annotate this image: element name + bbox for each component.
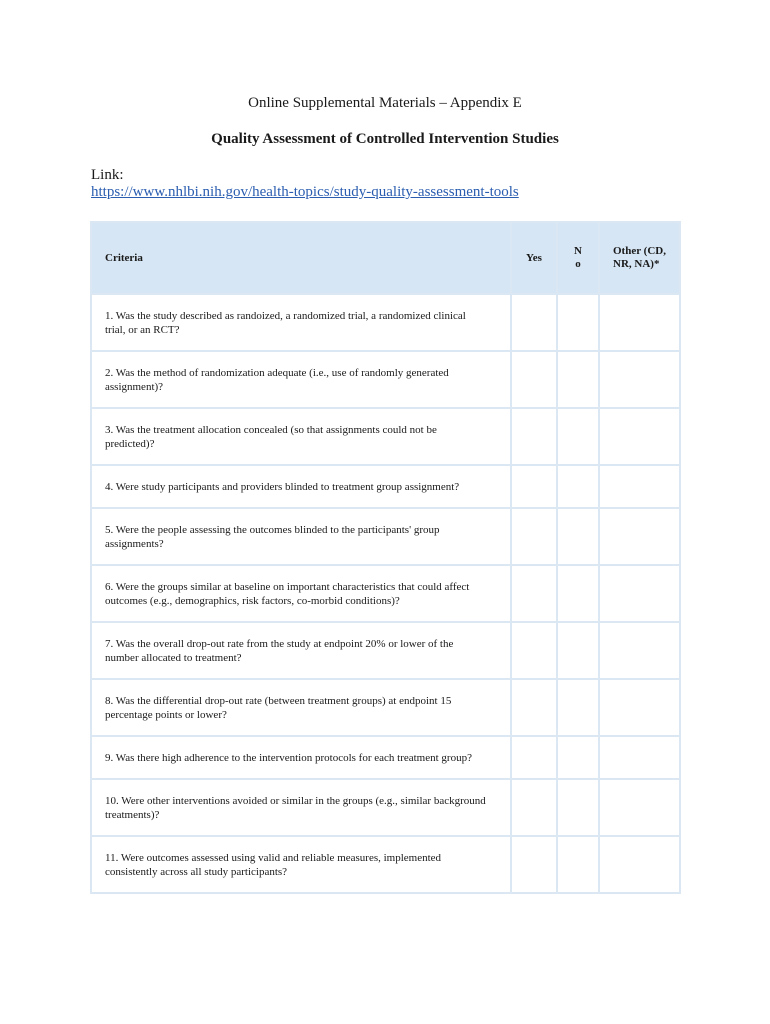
criteria-question: 2. Was the method of randomization adequate (i.e., use of randomly generated assignment)?: [91, 351, 511, 408]
other-answer-cell[interactable]: [599, 622, 680, 679]
yes-answer-cell[interactable]: [511, 779, 557, 836]
table-row: [91, 465, 680, 508]
criteria-question: 6. Were the groups similar at baseline on important characteristics that could affect outcomes (e.g., demographics, risk factors, co-morbid conditions)?: [91, 565, 511, 622]
no-answer-cell[interactable]: [557, 736, 599, 779]
other-answer-cell[interactable]: [599, 836, 680, 893]
no-answer-cell[interactable]: [557, 565, 599, 622]
no-column-header-label: No: [574, 245, 582, 270]
yes-column-header: Yes: [511, 222, 557, 294]
criteria-question: 11. Were outcomes assessed using valid and reliable measures, implemented consistently across all study participants?: [91, 836, 511, 893]
criteria-question: 4. Were study participants and providers blinded to treatment group assignment?: [91, 465, 511, 508]
yes-answer-cell[interactable]: [511, 294, 557, 351]
table-row: [91, 294, 680, 351]
criteria-question: 5. Were the people assessing the outcomes blinded to the participants' group assignments?: [91, 508, 511, 565]
no-answer-cell[interactable]: [557, 508, 599, 565]
no-answer-cell[interactable]: [557, 836, 599, 893]
table-row: [91, 736, 680, 779]
other-column-header: Other (CD, NR, NA)*: [599, 222, 680, 294]
other-answer-cell[interactable]: [599, 351, 680, 408]
yes-answer-cell[interactable]: [511, 351, 557, 408]
no-answer-cell[interactable]: [557, 779, 599, 836]
table-row: [91, 408, 680, 465]
table-row: [91, 679, 680, 736]
table-header-row: [91, 222, 680, 294]
no-answer-cell[interactable]: [557, 408, 599, 465]
table-row: [91, 779, 680, 836]
table-row: [91, 351, 680, 408]
criteria-question: 10. Were other interventions avoided or similar in the groups (e.g., similar background treatments)?: [91, 779, 511, 836]
criteria-question: 7. Was the overall drop-out rate from the study at endpoint 20% or lower of the number allocated to treatment?: [91, 622, 511, 679]
other-answer-cell[interactable]: [599, 779, 680, 836]
nhlbi-link[interactable]: https://www.nhlbi.nih.gov/health-topics/study-quality-assessment-tools: [91, 184, 519, 200]
no-answer-cell[interactable]: [557, 294, 599, 351]
link-label: Link:: [91, 167, 124, 183]
document-title: Quality Assessment of Controlled Intervention Studies: [211, 131, 559, 147]
other-answer-cell[interactable]: [599, 565, 680, 622]
criteria-table: [90, 221, 681, 894]
other-answer-cell[interactable]: [599, 294, 680, 351]
table-row: [91, 836, 680, 893]
table-row: [91, 622, 680, 679]
criteria-question: 9. Was there high adherence to the intervention protocols for each treatment group?: [91, 736, 511, 779]
table-row: [91, 508, 680, 565]
no-answer-cell[interactable]: [557, 622, 599, 679]
other-answer-cell[interactable]: [599, 408, 680, 465]
criteria-question: 8. Was the differential drop-out rate (between treatment groups) at endpoint 15 percentage points or lower?: [91, 679, 511, 736]
table-row: [91, 565, 680, 622]
no-answer-cell[interactable]: [557, 679, 599, 736]
yes-answer-cell[interactable]: [511, 679, 557, 736]
yes-answer-cell[interactable]: [511, 622, 557, 679]
yes-answer-cell[interactable]: [511, 836, 557, 893]
other-answer-cell[interactable]: [599, 736, 680, 779]
other-answer-cell[interactable]: [599, 508, 680, 565]
other-answer-cell[interactable]: [599, 465, 680, 508]
yes-answer-cell[interactable]: [511, 736, 557, 779]
no-answer-cell[interactable]: [557, 351, 599, 408]
other-answer-cell[interactable]: [599, 679, 680, 736]
criteria-column-header: Criteria: [91, 222, 511, 294]
yes-answer-cell[interactable]: [511, 565, 557, 622]
no-column-header: [557, 222, 599, 294]
yes-answer-cell[interactable]: [511, 408, 557, 465]
criteria-question: 1. Was the study described as randoized, a randomized trial, a randomized clinical trial, or an RCT?: [91, 294, 511, 351]
yes-answer-cell[interactable]: [511, 465, 557, 508]
yes-answer-cell[interactable]: [511, 508, 557, 565]
criteria-question: 3. Was the treatment allocation concealed (so that assignments could not be predicted)?: [91, 408, 511, 465]
no-answer-cell[interactable]: [557, 465, 599, 508]
page-header: Online Supplemental Materials – Appendix E: [248, 95, 522, 111]
